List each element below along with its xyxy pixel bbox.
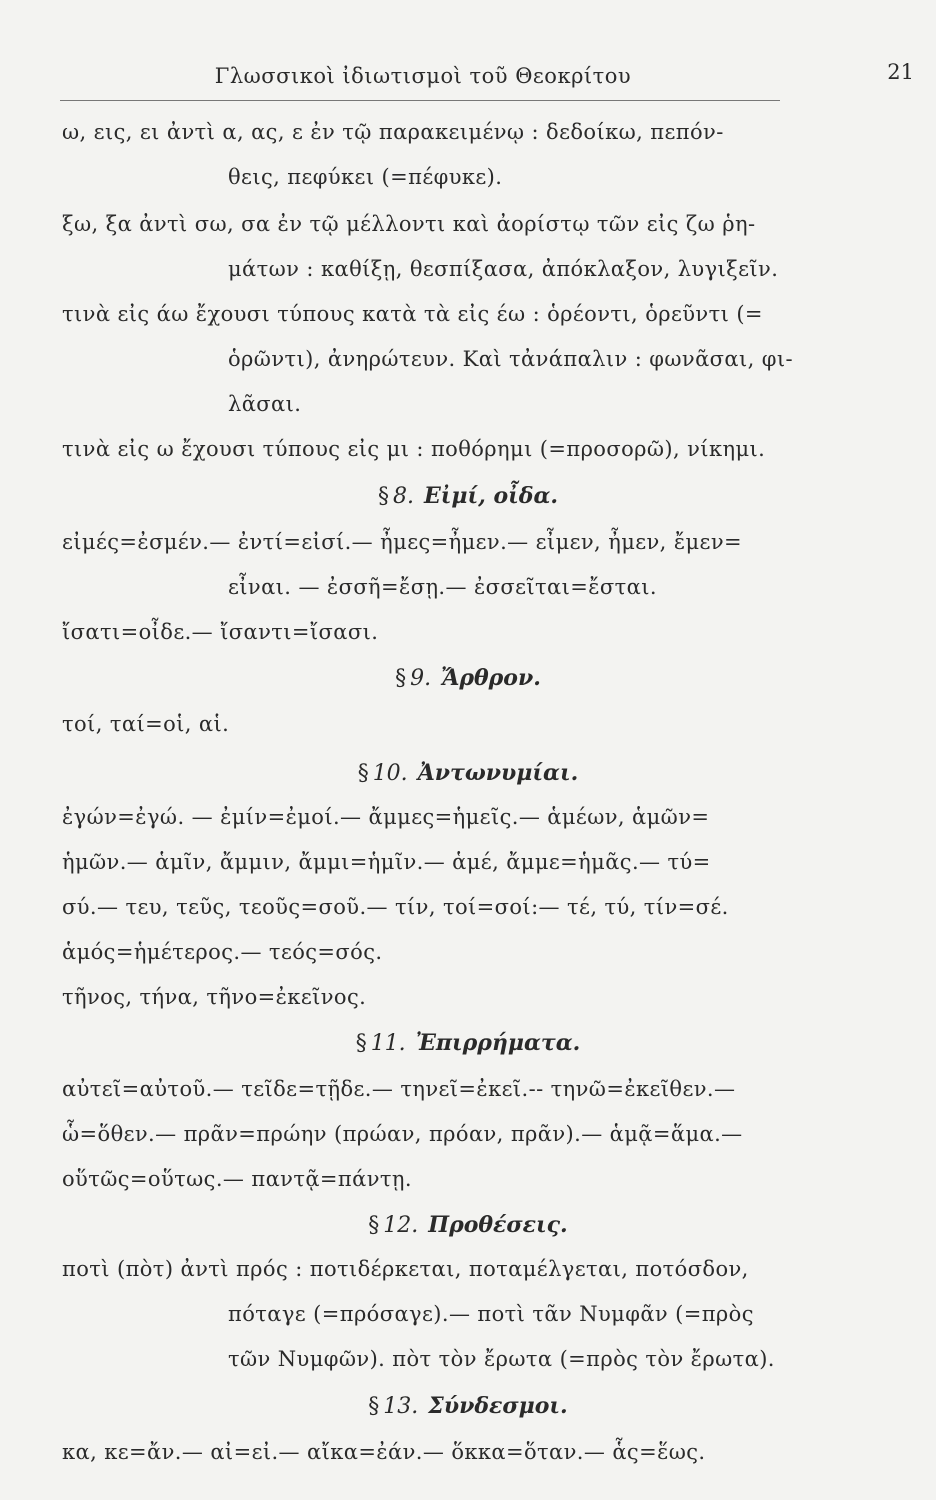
section-number: 8.	[392, 484, 414, 509]
text-line: αὐτεῖ=αὐτοῦ.— τεῖδε=τῇδε.— τηνεῖ=ἐκεῖ.-- τηνῶ=ἐκεῖθεν.—	[62, 1077, 736, 1101]
text-line: πόταγε (=πρόσαγε).— ποτὶ τᾶν Νυμφᾶν (=πρὸς	[228, 1302, 754, 1326]
running-head	[60, 60, 914, 100]
section-mark: §	[395, 666, 407, 691]
text-line: εἶναι. — ἐσσῆ=ἔσῃ.— ἐσσεῖται=ἔσται.	[228, 575, 657, 599]
text-line: μάτων : καθίξῃ, θεσπίξασα, ἀπόκλαξον, λυγιξεῖν.	[228, 257, 779, 281]
section-mark: §	[355, 1031, 367, 1056]
section-heading-8	[0, 483, 936, 509]
text-line: σύ.— τευ, τεῦς, τεοῦς=σοῦ.— τίν, τοί=σοί:— τέ, τύ, τίν=σέ.	[62, 895, 729, 919]
text-line: τῆνος, τήνα, τῆνο=ἐκεῖνος.	[62, 985, 367, 1009]
section-title: Εἰμί, οἶδα.	[423, 483, 559, 509]
section-heading-12	[0, 1212, 936, 1238]
text-line: ὁρῶντι), ἀνηρώτευν. Καὶ τἀνάπαλιν : φωνᾶσαι, φι-	[228, 347, 794, 371]
section-title: Σύνδεσμοι.	[428, 1393, 568, 1419]
section-number: 12.	[383, 1213, 419, 1238]
text-line: ὧ=ὅθεν.— πρᾶν=πρώην (πρώαν, πρόαν, πρᾶν).— ἁμᾷ=ἅμα.—	[62, 1122, 743, 1146]
section-title: Ἀντωνυμίαι.	[417, 760, 579, 786]
text-line: κα, κε=ἄν.— αἰ=εἰ.— αἴκα=ἐάν.— ὅκκα=ὅταν.— ἇς=ἕως.	[62, 1440, 706, 1464]
text-line: θεις, πεφύκει (=πέφυκε).	[228, 165, 503, 189]
section-heading-9	[0, 665, 936, 691]
section-mark: §	[368, 1394, 380, 1419]
text-line: ἁμός=ἡμέτερος.— τεός=σός.	[62, 940, 383, 964]
text-line: ἐγών=ἐγώ. — ἐμίν=ἐμοί.— ἄμμες=ἡμεῖς.— ἁμέων, ἁμῶν=	[62, 805, 710, 829]
section-number: 11.	[370, 1031, 406, 1056]
text-line: οὕτῶς=οὕτως.— παντᾷ=πάντῃ.	[62, 1167, 412, 1191]
section-number: 10.	[372, 761, 408, 786]
section-mark: §	[377, 484, 389, 509]
section-title: Προθέσεις.	[428, 1212, 568, 1238]
text-line: ἴσατι=οἶδε.— ἴσαντι=ἴσασι.	[62, 620, 379, 644]
section-mark: §	[368, 1213, 380, 1238]
text-line: τοί, ταί=οἱ, αἱ.	[62, 712, 230, 736]
header-rule	[60, 100, 780, 101]
section-heading-11	[0, 1030, 936, 1056]
section-number: 13.	[383, 1394, 419, 1419]
text-line: ἡμῶν.— ἁμῖν, ἄμμιν, ἄμμι=ἡμῖν.— ἁμέ, ἄμμε=ἡμᾶς.— τύ=	[62, 850, 711, 874]
section-title: Ἐπιρρήματα.	[415, 1030, 581, 1056]
text-line: ω, εις, ει ἀντὶ α, ας, ε ἐν τῷ παρακειμένῳ : δεδοίκω, πεπόν-	[62, 120, 724, 144]
page-number: 21	[887, 60, 914, 84]
section-heading-10	[0, 760, 936, 786]
text-line: τῶν Νυμφῶν). πὸτ τὸν ἔρωτα (=πρὸς τὸν ἔρωτα).	[228, 1347, 775, 1371]
text-line: ξω, ξα ἀντὶ σω, σα ἐν τῷ μέλλοντι καὶ ἀορίστῳ τῶν εἰς ζω ῥη-	[62, 212, 756, 236]
text-line: εἰμές=ἐσμέν.— ἐντί=εἰσί.— ἦμες=ἦμεν.— εἶμεν, ἦμεν, ἔμεν=	[62, 530, 742, 554]
section-mark: §	[357, 761, 369, 786]
section-number: 9.	[410, 666, 432, 691]
section-title: Ἄρθρον.	[441, 665, 541, 691]
text-line: τινὰ εἰς ω ἔχουσι τύπους εἰς μι : ποθόρημι (=προσορῶ), νίκημι.	[62, 437, 766, 461]
running-title: Γλωσσικοὶ ἰδιωτισμοὶ τοῦ Θεοκρίτου	[214, 64, 632, 88]
text-line: ποτὶ (πὸτ) ἀντὶ πρός : ποτιδέρκεται, ποταμέλγεται, ποτόσδον,	[62, 1257, 749, 1281]
text-line: λᾶσαι.	[228, 392, 302, 416]
section-heading-13	[0, 1393, 936, 1419]
text-line: τινὰ εἰς άω ἔχουσι τύπους κατὰ τὰ εἰς έω : ὁρέοντι, ὁρεῦντι (=	[62, 302, 763, 326]
